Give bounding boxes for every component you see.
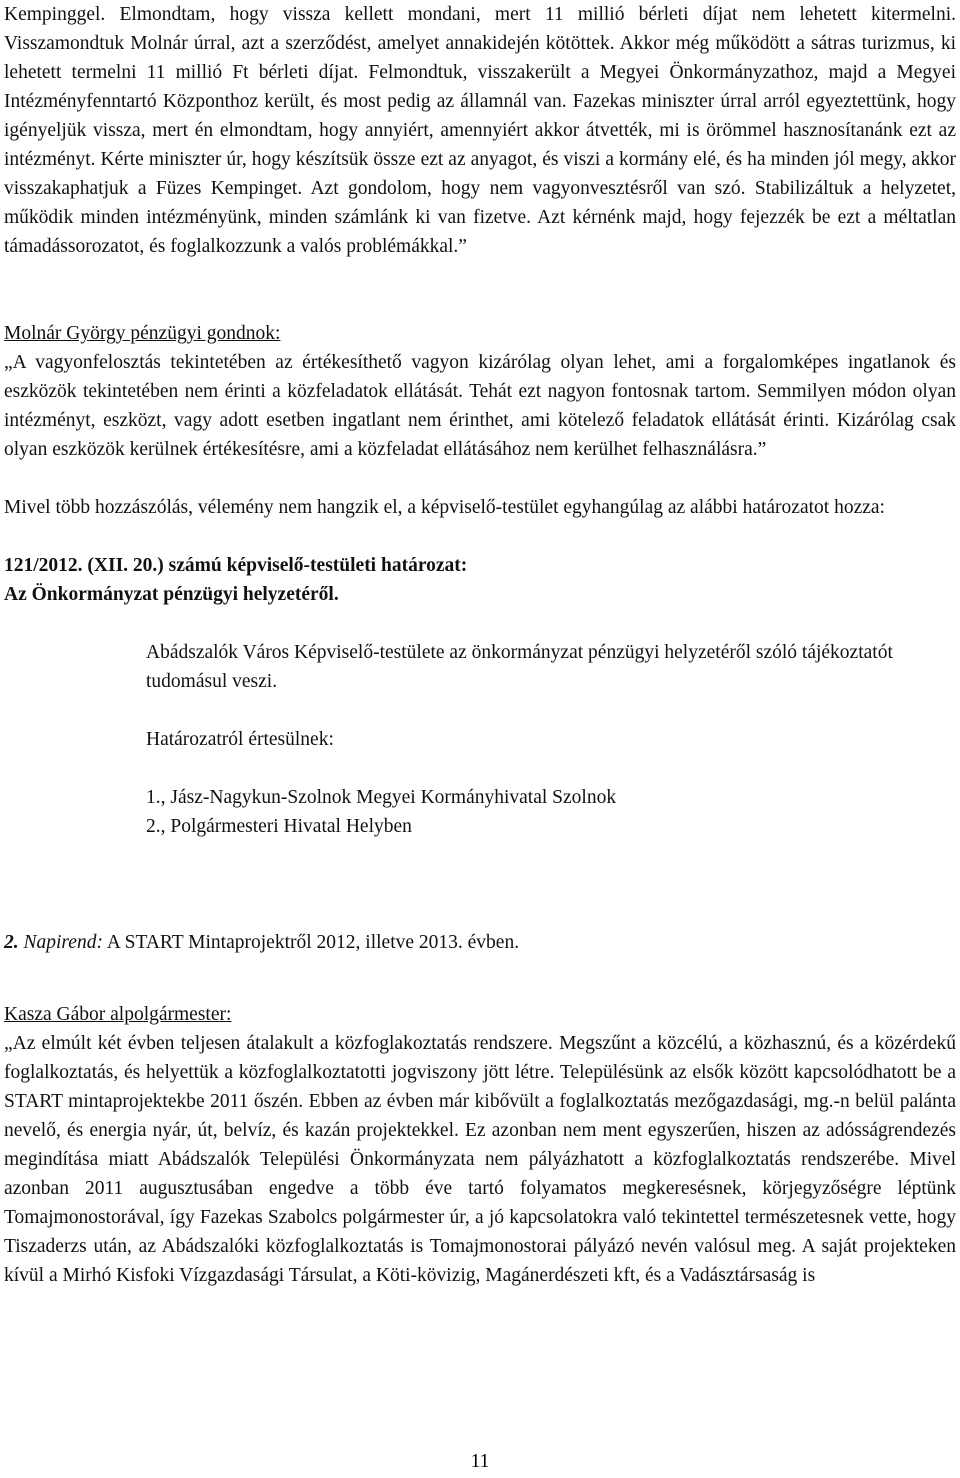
spacer <box>4 899 956 928</box>
spacer <box>4 609 956 638</box>
notify-label: Határozatról értesülnek: <box>146 729 334 750</box>
spacer <box>4 522 956 551</box>
document-page <box>4 0 956 1290</box>
resolution-number: 121/2012. (XII. 20.) számú képviselő-testületi határozat: <box>4 555 468 576</box>
paragraph-kasza: „Az elmúlt két évben teljesen átalakult a közfoglakoztatás rendszere. Megszűnt a közcélú, a közhasznú, és a közérdekű foglalkoztatás, és helyettük a közfoglalkoztatotti jogviszony jött létre. Településünk az elsők között kapcsolódhatott be a START mintaprojektekbe 2011 őszén. Ebben az évben már kibővült a foglalkoztatás mezőgazdasági, mg.-n belül palánta nevelő, és energia nyár, út, belvíz, és kazán projektekkel. Ez azonban nem ment egyszerűen, hiszen az adósságrendezés megindítása miatt Abádszalók Települési Önkormányzata nem pályázhatott a közfoglalkoztatás rendszerébe. Mivel azonban 2011 augusztusában engedve a több éve tartó folyamatos megkeresésnek, körjegyzőségre léptünk Tomajmonostorával, így Fazekas Szabolcs polgármester úr, a jó kapcsolatokra való tekintettel természetesnek vette, hogy Tiszaderzs után, az Abádszalóki közfoglalkoztatás is Tomajmonostorai pályázó nevén valósul meg. A saját projekteken kívül a Mirhó Kisfoki Vízgazdasági Társulat, a Köti-kövizig, Magánerdészeti kft, és a Vadásztársaság is <box>4 1033 956 1286</box>
paragraph-vote: Mivel több hozzászólás, vélemény nem hangzik el, a képviselő-testület egyhangúlag az alábbi határozatot hozza: <box>4 497 885 518</box>
spacer <box>4 841 956 899</box>
agenda-line <box>4 928 956 957</box>
resolution-block <box>4 638 956 841</box>
agenda-number: 2. <box>4 932 19 953</box>
spacer <box>146 754 956 783</box>
speaker-heading-kasza: Kasza Gábor alpolgármester: <box>4 1004 232 1025</box>
notify-item: 1., Jász-Nagykun-Szolnok Megyei Kormányhivatal Szolnok <box>146 787 617 808</box>
notify-item: 2., Polgármesteri Hivatal Helyben <box>146 816 412 837</box>
speaker-heading-molnar: Molnár György pénzügyi gondnok: <box>4 323 281 344</box>
agenda-label: Napirend: <box>23 932 103 953</box>
spacer <box>4 986 956 1000</box>
paragraph-kemping: Kempinggel. Elmondtam, hogy vissza kellett mondani, mert 11 millió bérleti díjat nem lehetett kitermelni. Visszamondtuk Molnár úrral, azt a szerződést, amelyet annakidején kötöttek. Akkor még működött a sátras turizmus, ki lehetett termelni 11 millió Ft bérleti díjat. Felmondtuk, visszakerült a Megyei Önkormányzathoz, majd a Megyei Intézményfenntartó Központhoz került, és most pedig az államnál van. Fazekas miniszter úrral arról egyeztettünk, hogy igényeljük vissza, mert én elmondtam, hogy annyiért, amennyiért akkor átvették, mi is örömmel hasznosítanánk ezt az intézményt. Kérte miniszter úr, hogy készítsük össze ezt az anyagot, és viszi a kormány elé, és ha minden jól megy, akkor visszakaphatjuk a Füzes Kempinget. Azt gondolom, hogy nem vagyonvesztésről van szó. Stabilizáltuk a helyzetet, működik minden intézményünk, minden számlánk ki van fizetve. Azt kérnénk majd, hogy fejezzék be ezt a méltatlan támadássorozatot, és foglalkozzunk a valós problémákkal.” <box>4 4 956 257</box>
spacer <box>146 696 956 725</box>
paragraph-molnar: „A vagyonfelosztás tekintetében az értékesíthető vagyon kizárólag olyan lehet, ami a forgalomképes ingatlanok és eszközök tekintetében nem érinti a közfeladatok ellátását. Tehát ezt nagyon fontosnak tartom. Semmilyen módon olyan intézményt, eszközt, vagy adott esetben ingatlant nem érinthet, ami kötelező feladatok ellátását érinti. Kizárólag csak olyan eszközök kerülnek értékesítésre, ami a közfeladat ellátásához nem kerülhet felhasználásra.” <box>4 352 956 460</box>
resolution-title: Az Önkormányzat pénzügyi helyzetéről. <box>4 584 339 605</box>
spacer <box>4 957 956 986</box>
page-number: 11 <box>470 1451 490 1472</box>
agenda-text: A START Mintaprojektről 2012, illetve 2013. évben. <box>102 932 520 953</box>
spacer <box>4 261 956 319</box>
spacer <box>4 464 956 493</box>
resolution-body: Abádszalók Város Képviselő-testülete az önkormányzat pénzügyi helyzetéről szóló tájékoztatót tudomásul veszi. <box>146 642 893 692</box>
